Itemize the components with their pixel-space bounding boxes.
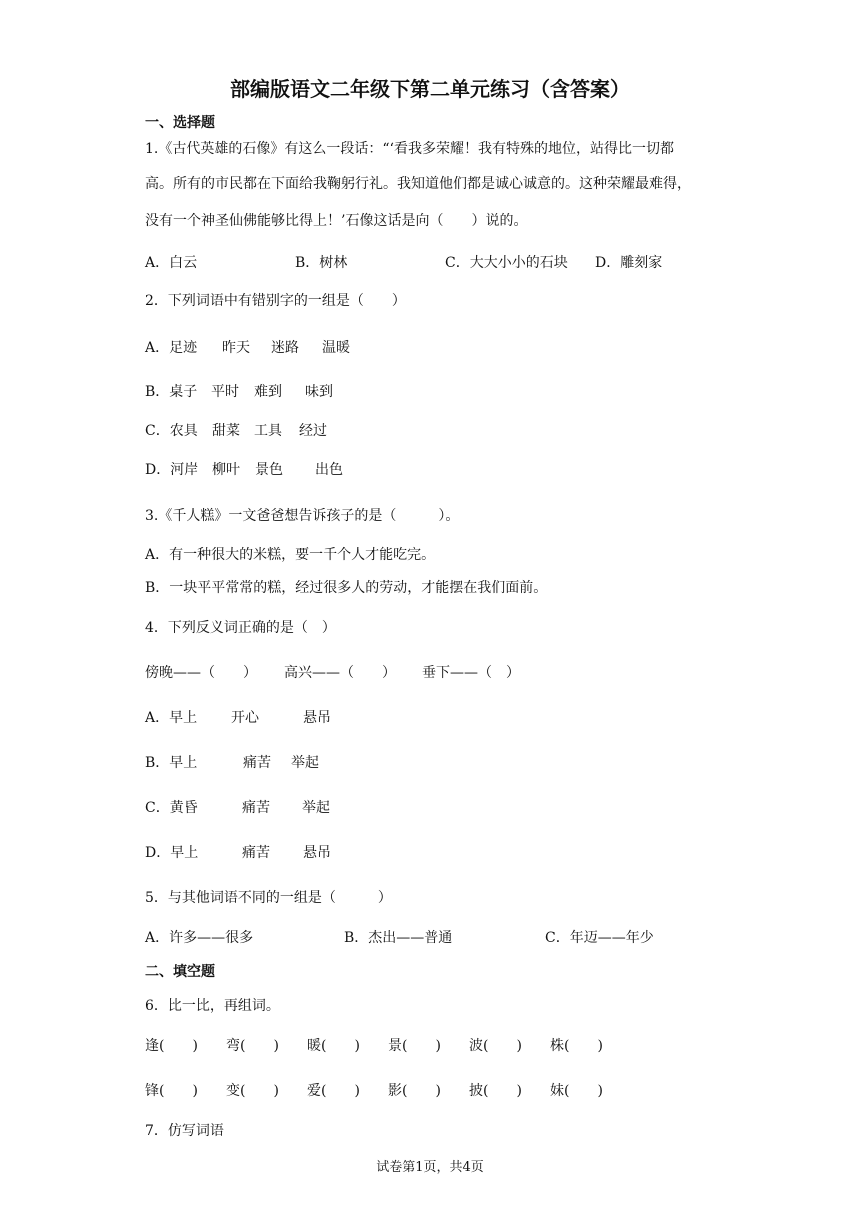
q2-d-word: 柳叶	[212, 462, 240, 478]
q1-option-d: D．雕刻家	[595, 255, 663, 271]
q2-a-word: 迷路	[271, 340, 299, 356]
q1-line-2: 高。所有的市民都在下面给我鞠躬行礼。我知道他们都是诚心诚意的。这种荣耀最难得，	[145, 176, 691, 192]
q7-stem: 7．仿写词语	[145, 1123, 224, 1139]
q1-line-3: 没有一个神圣仙佛能够比得上！’石像这话是向（ ）说的。	[145, 213, 528, 229]
q6-compare-item: 景( )	[388, 1038, 441, 1054]
q2-b-word: B．桌子	[145, 384, 198, 400]
q2-a-word: 昨天	[222, 340, 250, 356]
q2-d-word: 出色	[315, 462, 343, 478]
q5-option-c: C．年迈——年少	[545, 930, 654, 946]
q4-d-word: D．早上	[145, 845, 199, 861]
q3-option-b: B．一块平平常常的糕，经过很多人的劳动，才能摆在我们面前。	[145, 580, 548, 596]
q2-a-word: 温暖	[322, 340, 350, 356]
q4-c-word: C．黄昏	[145, 800, 198, 816]
q2-c-word: C．农具	[145, 423, 198, 439]
q2-d-word: D．河岸	[145, 462, 199, 478]
q6-stem: 6．比一比，再组词。	[145, 998, 280, 1014]
q5-stem: 5．与其他词语不同的一组是（ ）	[145, 890, 392, 906]
q4-b-word: B．早上	[145, 755, 198, 771]
q5-option-a: A．许多——很多	[145, 930, 254, 946]
q4-c-word: 举起	[302, 800, 330, 816]
q4-a-word: A．早上	[145, 710, 198, 726]
q5-option-b: B．杰出——普通	[344, 930, 453, 946]
q1-option-b: B．树林	[295, 255, 348, 271]
q4-prompt: 高兴——（ ）	[284, 665, 396, 681]
q6-compare-item: 暖( )	[307, 1038, 360, 1054]
q6-compare-item: 逢( )	[145, 1038, 198, 1054]
q2-c-word: 经过	[299, 423, 327, 439]
q6-compare-item: 波( )	[469, 1038, 522, 1054]
page-title: 部编版语文二年级下第二单元练习（含答案）	[230, 77, 630, 101]
q2-d-word: 景色	[255, 462, 283, 478]
q2-stem: 2．下列词语中有错别字的一组是（ ）	[145, 293, 406, 309]
q2-b-word: 平时	[211, 384, 239, 400]
section-heading-choice: 一、选择题	[145, 115, 215, 131]
q2-c-word: 甜菜	[212, 423, 240, 439]
q2-b-word: 味到	[305, 384, 333, 400]
q4-b-word: 举起	[291, 755, 319, 771]
q2-a-word: A．足迹	[145, 340, 198, 356]
q4-c-word: 痛苦	[242, 800, 270, 816]
q1-line-1: 1.《古代英雄的石像》有这么一段话：“‘看我多荣耀！我有特殊的地位，站得比一切都	[145, 141, 674, 157]
q4-b-word: 痛苦	[243, 755, 271, 771]
q6-compare-item: 弯( )	[226, 1038, 279, 1054]
q4-a-word: 开心	[231, 710, 259, 726]
q4-a-word: 悬吊	[303, 710, 331, 726]
q6-compare-item: 锋( )	[145, 1083, 198, 1099]
q6-compare-item: 披( )	[469, 1083, 522, 1099]
q6-compare-item: 影( )	[388, 1083, 441, 1099]
section-heading-fill: 二、填空题	[145, 964, 215, 980]
q4-prompt: 傍晚——（ ）	[145, 665, 257, 681]
q1-option-a: A．白云	[145, 255, 198, 271]
q3-option-a: A．有一种很大的米糕，要一千个人才能吃完。	[145, 547, 436, 563]
q4-d-word: 痛苦	[242, 845, 270, 861]
q2-c-word: 工具	[254, 423, 282, 439]
q2-b-word: 难到	[254, 384, 282, 400]
page-footer: 试卷第1页，共4页	[376, 1160, 484, 1175]
q4-d-word: 悬吊	[303, 845, 331, 861]
q6-compare-item: 变( )	[226, 1083, 279, 1099]
q6-compare-item: 株( )	[550, 1038, 603, 1054]
q6-compare-item: 妹( )	[550, 1083, 603, 1099]
q4-stem: 4．下列反义词正确的是（ ）	[145, 620, 336, 636]
q3-stem: 3.《千人糕》一文爸爸想告诉孩子的是（ ）。	[145, 508, 460, 524]
q4-prompt: 垂下——（ ）	[422, 665, 520, 681]
q6-compare-item: 爱( )	[307, 1083, 360, 1099]
q1-option-c: C．大大小小的石块	[445, 255, 568, 271]
